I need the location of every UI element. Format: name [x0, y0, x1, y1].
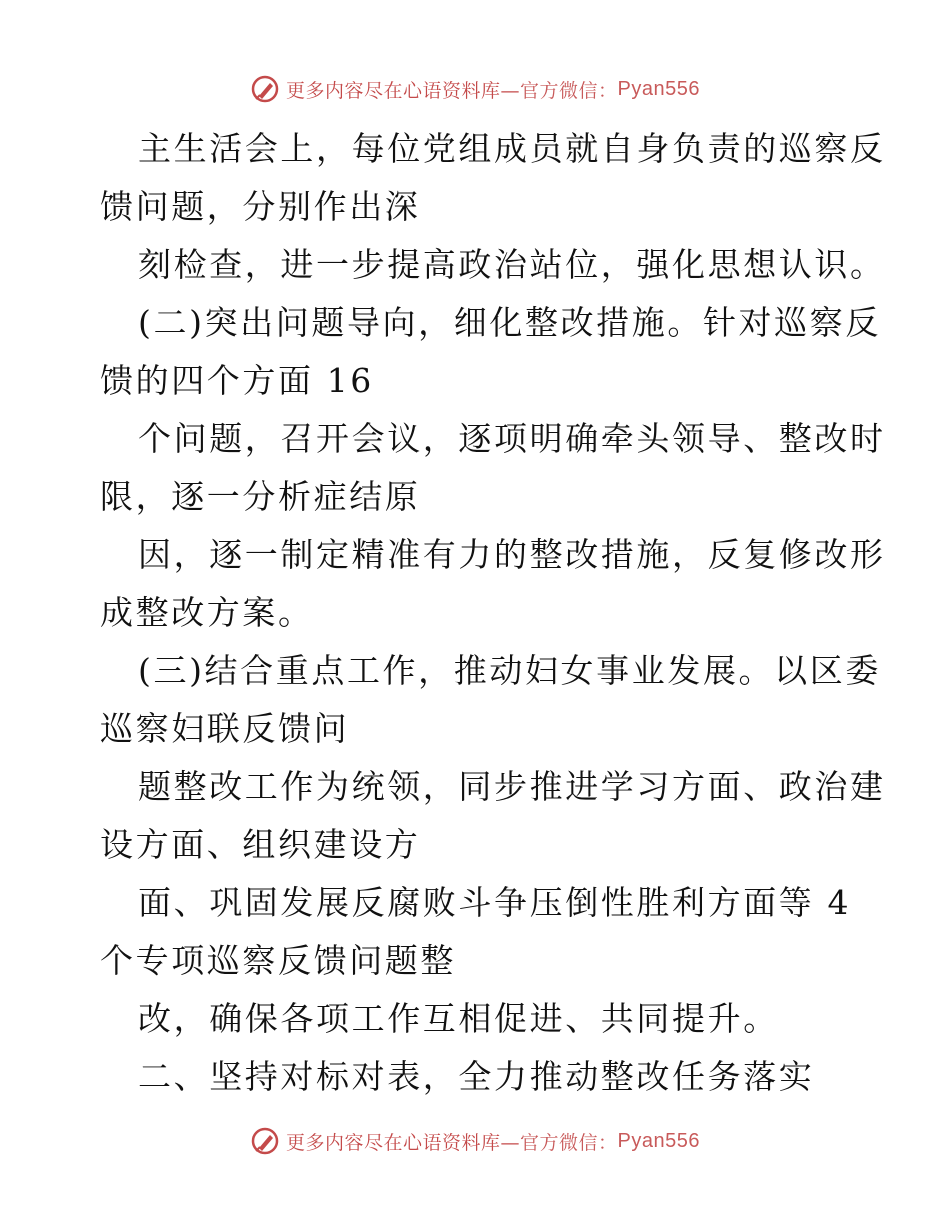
- text-line: 题整改工作为统领，同步推进学习方面、政治建: [138, 767, 886, 806]
- text-line: (二)突出问题导向，细化整改措施。针对巡察反: [138, 303, 881, 342]
- watermark-text: 更多内容尽在心语资料库—: [286, 79, 521, 102]
- footer-watermark: [0, 1124, 950, 1158]
- watermark-wechat-label: 官方微信：: [520, 79, 618, 102]
- text-line: 设方面、组织建设方: [100, 825, 421, 864]
- text-line: 限，逐一分析症结原: [100, 477, 421, 516]
- section-heading: 二、坚持对标对表，全力推动整改任务落实: [138, 1057, 815, 1096]
- text-line: 馈的四个方面 16: [100, 361, 374, 400]
- watermark-text: 更多内容尽在心语资料库—: [286, 1131, 521, 1154]
- watermark-wechat-id: Pyan556: [617, 77, 700, 100]
- text-line: 馈问题，分别作出深: [100, 187, 421, 226]
- watermark-wechat-id: Pyan556: [617, 1129, 700, 1152]
- pen-logo-icon: [250, 1126, 280, 1156]
- text-line: 个问题，召开会议，逐项明确牵头领导、整改时: [138, 419, 886, 458]
- text-line: 主生活会上，每位党组成员就自身负责的巡察反: [138, 129, 886, 168]
- header-watermark: [0, 72, 950, 106]
- text-line: 成整改方案。: [100, 593, 314, 632]
- text-line: 个专项巡察反馈问题整: [100, 941, 456, 980]
- text-line: 巡察妇联反馈问: [100, 709, 350, 748]
- text-line: (三)结合重点工作，推动妇女事业发展。以区委: [138, 651, 881, 690]
- text-line: 面、巩固发展反腐败斗争压倒性胜利方面等 4: [138, 883, 852, 922]
- text-line: 刻检查，进一步提高政治站位，强化思想认识。: [138, 245, 886, 284]
- document-body: [100, 120, 886, 1106]
- watermark-wechat-label: 官方微信：: [520, 1131, 618, 1154]
- text-line: 因，逐一制定精准有力的整改措施，反复修改形: [138, 535, 886, 574]
- pen-logo-icon: [250, 74, 280, 104]
- text-line: 改，确保各项工作互相促进、共同提升。: [138, 999, 779, 1038]
